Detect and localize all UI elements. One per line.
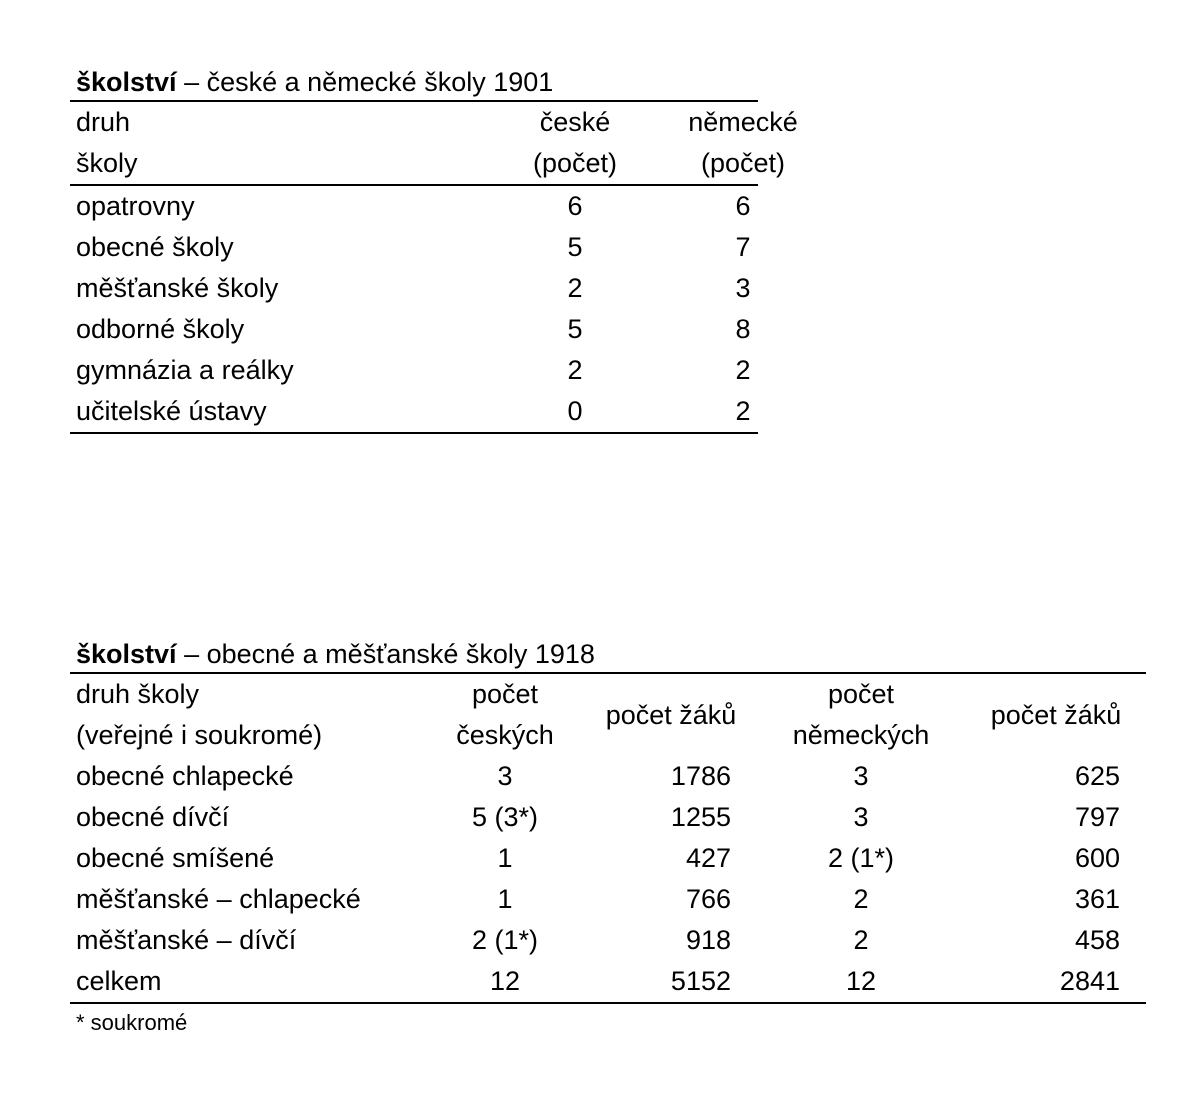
header-czech-count-line1: počet — [471, 679, 539, 709]
row-czech: 5 — [567, 314, 583, 344]
row-czech: 0 — [567, 396, 583, 426]
table-row — [70, 391, 758, 434]
row-czech-pupils: 427 — [685, 843, 731, 873]
header-czech-line2: (počet) — [532, 148, 618, 178]
header-czech-count-line2: českých — [456, 720, 554, 750]
header-german-line1: německé — [688, 107, 798, 137]
table-row — [70, 309, 758, 350]
table-1901-title-bold: školství — [76, 67, 177, 97]
header-label-line2: školy — [76, 148, 138, 178]
table-row — [70, 268, 758, 309]
table-row — [70, 838, 1146, 879]
row-german-count: 2 — [853, 884, 869, 914]
header-german-pupils: počet žáků — [990, 700, 1122, 730]
row-czech-count: 2 (1*) — [471, 925, 539, 955]
row-label: obecné chlapecké — [76, 761, 294, 791]
row-label: obecné dívčí — [76, 802, 230, 832]
row-label: měšťanské – dívčí — [76, 925, 297, 955]
row-label: gymnázia a reálky — [76, 355, 294, 385]
row-german-count: 12 — [845, 966, 877, 996]
table-row-total — [70, 961, 1146, 1004]
row-czech: 2 — [567, 355, 583, 385]
table-row — [70, 756, 1146, 797]
row-label: obecné školy — [76, 232, 234, 262]
row-german: 8 — [735, 314, 751, 344]
row-german: 7 — [735, 232, 751, 262]
row-german: 6 — [735, 191, 751, 221]
row-label: celkem — [76, 966, 162, 996]
row-czech-pupils: 918 — [685, 925, 731, 955]
row-german-pupils: 361 — [1074, 884, 1120, 914]
header-label-line1: druh školy — [76, 679, 200, 709]
row-czech-pupils: 1786 — [670, 761, 731, 791]
table-1918-header — [70, 674, 1146, 756]
row-german-pupils: 2841 — [1059, 966, 1120, 996]
row-german-count: 2 (1*) — [827, 843, 895, 873]
row-german: 2 — [735, 355, 751, 385]
row-german-pupils: 458 — [1074, 925, 1120, 955]
row-czech-count: 1 — [497, 843, 513, 873]
row-czech-pupils: 5152 — [670, 966, 731, 996]
row-german-count: 3 — [853, 761, 869, 791]
header-label-line1: druh — [76, 107, 131, 137]
row-czech-count: 1 — [497, 884, 513, 914]
row-german: 3 — [735, 273, 751, 303]
table-1901-title-rest: – české a německé školy 1901 — [176, 67, 554, 97]
table-row — [70, 920, 1146, 961]
header-czech-line1: české — [539, 107, 611, 137]
table-1901 — [70, 64, 798, 434]
header-german-line2: (počet) — [700, 148, 786, 178]
table-1918-title — [70, 636, 1146, 674]
row-german: 2 — [735, 396, 751, 426]
table-1901-header — [70, 102, 798, 186]
row-czech-pupils: 1255 — [670, 802, 731, 832]
header-label-line2: (veřejné i soukromé) — [76, 720, 323, 750]
table-1918 — [70, 636, 1146, 1004]
row-german-pupils: 600 — [1074, 843, 1120, 873]
row-czech: 6 — [567, 191, 583, 221]
row-german-count: 3 — [853, 802, 869, 832]
row-label: učitelské ústavy — [76, 396, 267, 426]
header-german-count-line1: počet — [827, 679, 895, 709]
row-czech: 5 — [567, 232, 583, 262]
row-czech-count: 3 — [497, 761, 513, 791]
header-german-count-line2: německých — [792, 720, 930, 750]
row-label: odborné školy — [76, 314, 245, 344]
row-label: opatrovny — [76, 191, 195, 221]
table-row — [70, 797, 1146, 838]
row-german-count: 2 — [853, 925, 869, 955]
row-german-pupils: 797 — [1074, 802, 1120, 832]
footnote: * soukromé — [76, 1010, 188, 1035]
table-row — [70, 879, 1146, 920]
row-czech-pupils: 766 — [685, 884, 731, 914]
table-row — [70, 350, 758, 391]
header-czech-pupils: počet žáků — [605, 700, 737, 730]
row-czech-count: 5 (3*) — [471, 802, 539, 832]
table-row — [70, 227, 758, 268]
table-1918-title-rest: – obecné a měšťanské školy 1918 — [176, 639, 595, 669]
row-czech-count: 12 — [489, 966, 521, 996]
row-czech: 2 — [567, 273, 583, 303]
table-1901-title — [70, 64, 758, 102]
row-label: měšťanské – chlapecké — [76, 884, 361, 914]
row-label: obecné smíšené — [76, 843, 275, 873]
row-label: měšťanské školy — [76, 273, 279, 303]
row-german-pupils: 625 — [1074, 761, 1120, 791]
table-row — [70, 186, 758, 227]
table-1918-title-bold: školství — [76, 639, 177, 669]
